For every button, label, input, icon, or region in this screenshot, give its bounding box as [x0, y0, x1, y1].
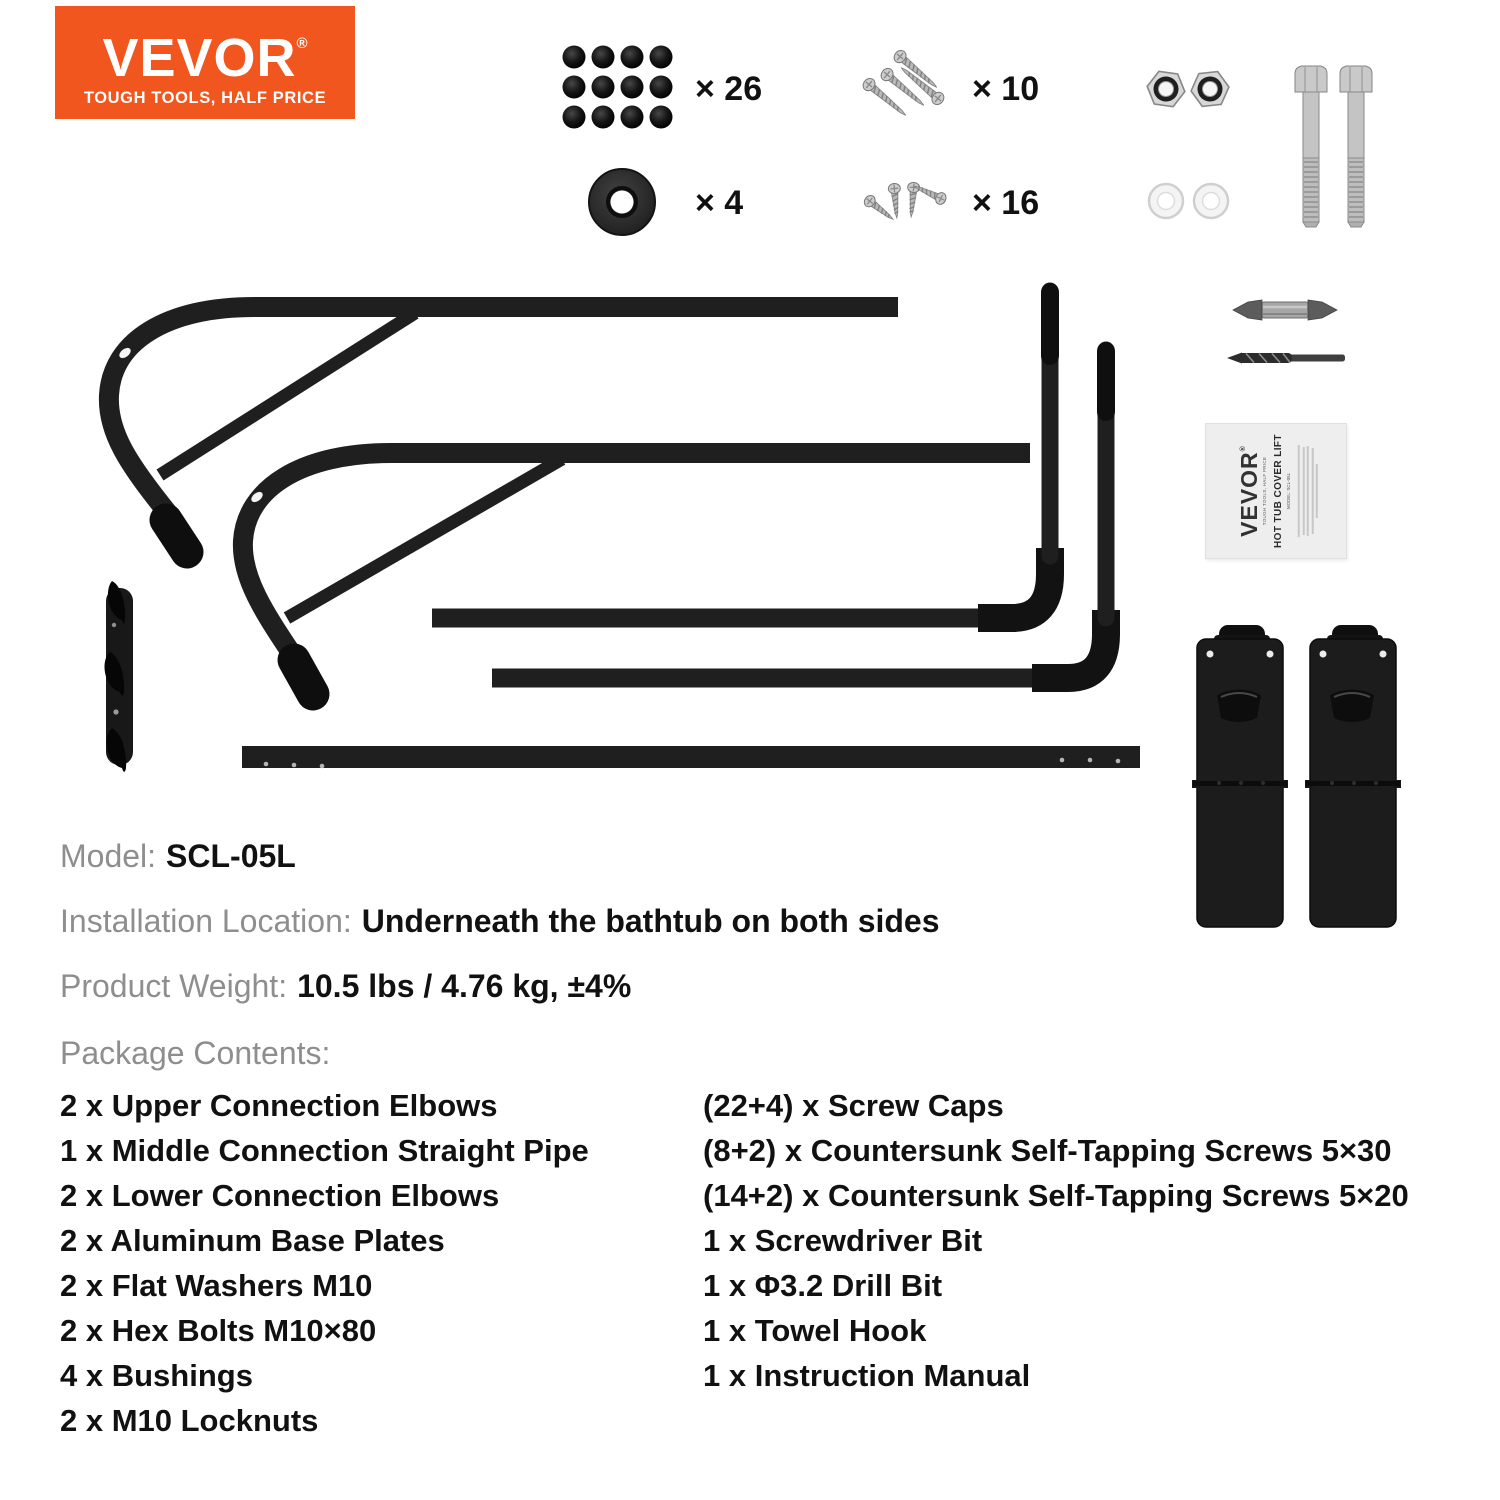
list-item: 1 x Towel Hook: [703, 1313, 927, 1348]
long-screws-qty-label: × 10: [972, 70, 1040, 108]
screwdriver-bit-icon: [1233, 300, 1337, 320]
package-contents-right-column: [703, 1083, 1409, 1398]
towel-hook-icon: [105, 581, 133, 772]
list-item: 1 x Middle Connection Straight Pipe: [60, 1133, 589, 1168]
manual-brand-text: VEVOR: [1235, 451, 1262, 537]
package-contents-left-column: [60, 1083, 589, 1443]
list-item: 2 x Lower Connection Elbows: [60, 1178, 500, 1213]
self-tapping-screws-5x30-icon: [861, 48, 947, 120]
list-item: (22+4) x Screw Caps: [703, 1088, 1004, 1123]
manual-body-text-placeholder: [1298, 427, 1318, 555]
upper-connection-elbow-2: [243, 453, 1030, 694]
list-item: 1 x Φ3.2 Drill Bit: [703, 1268, 943, 1303]
list-item: 2 x Flat Washers M10: [60, 1268, 373, 1303]
vevor-logo-tagline: TOUGH TOOLS, HALF PRICE: [83, 89, 327, 107]
spec-product-weight: [60, 968, 631, 1005]
manual-tagline: TOUGH TOOLS, HALF PRICE: [1261, 456, 1267, 526]
locknuts-icon: [1145, 70, 1231, 108]
list-item: 1 x Screwdriver Bit: [703, 1223, 983, 1258]
bushing-icon: [589, 169, 655, 235]
upper-connection-elbow-1: [109, 307, 898, 552]
flat-washers-icon: [1149, 184, 1228, 218]
screw-caps-qty-label: × 26: [695, 70, 763, 108]
instruction-manual-cover: [1232, 427, 1321, 555]
self-tapping-screws-5x20-icon: [862, 181, 948, 224]
package-contents-heading: Package Contents:: [60, 1035, 331, 1071]
spec-installation-location: [60, 903, 940, 940]
aluminum-base-plate-1: [1192, 625, 1288, 927]
spec-model-value: SCL-05L: [166, 838, 296, 874]
registered-mark: ®: [296, 35, 308, 52]
list-item: 2 x M10 Locknuts: [60, 1403, 319, 1438]
middle-connection-straight-pipe: [242, 757, 1140, 768]
manual-model: MODEL: SCL-05L: [1285, 472, 1291, 510]
list-item: 1 x Instruction Manual: [703, 1358, 1031, 1393]
list-item: 2 x Hex Bolts M10×80: [60, 1313, 377, 1348]
manual-title: HOT TUB COVER LIFT: [1272, 434, 1284, 548]
spec-model: [60, 838, 296, 875]
spec-weight-value: 10.5 lbs / 4.76 kg, ±4%: [297, 968, 632, 1004]
spec-weight-label: Product Weight:: [60, 968, 288, 1004]
list-item: 2 x Upper Connection Elbows: [60, 1088, 498, 1123]
spec-installation-label: Installation Location:: [60, 903, 352, 939]
list-item: 4 x Bushings: [60, 1358, 253, 1393]
hex-bolts-icon: [1295, 66, 1372, 227]
spec-model-label: Model:: [60, 838, 157, 874]
list-item: 2 x Aluminum Base Plates: [60, 1223, 445, 1258]
bushings-qty-label: × 4: [695, 184, 744, 222]
list-item: (14+2) x Countersunk Self-Tapping Screws 5×20: [703, 1178, 1409, 1213]
screw-caps-icon: [563, 46, 673, 129]
list-item: (8+2) x Countersunk Self-Tapping Screws 5×30: [703, 1133, 1392, 1168]
spec-installation-value: Underneath the bathtub on both sides: [361, 903, 940, 939]
manual-registered-mark: ®: [1239, 445, 1247, 452]
vevor-logo-text: VEVOR: [102, 28, 297, 88]
drill-bit-icon: [1227, 353, 1345, 364]
instruction-manual: [1205, 423, 1347, 559]
manual-brand: [1232, 427, 1261, 555]
short-screws-qty-label: × 16: [972, 184, 1040, 222]
aluminum-base-plate-2: [1305, 625, 1401, 927]
